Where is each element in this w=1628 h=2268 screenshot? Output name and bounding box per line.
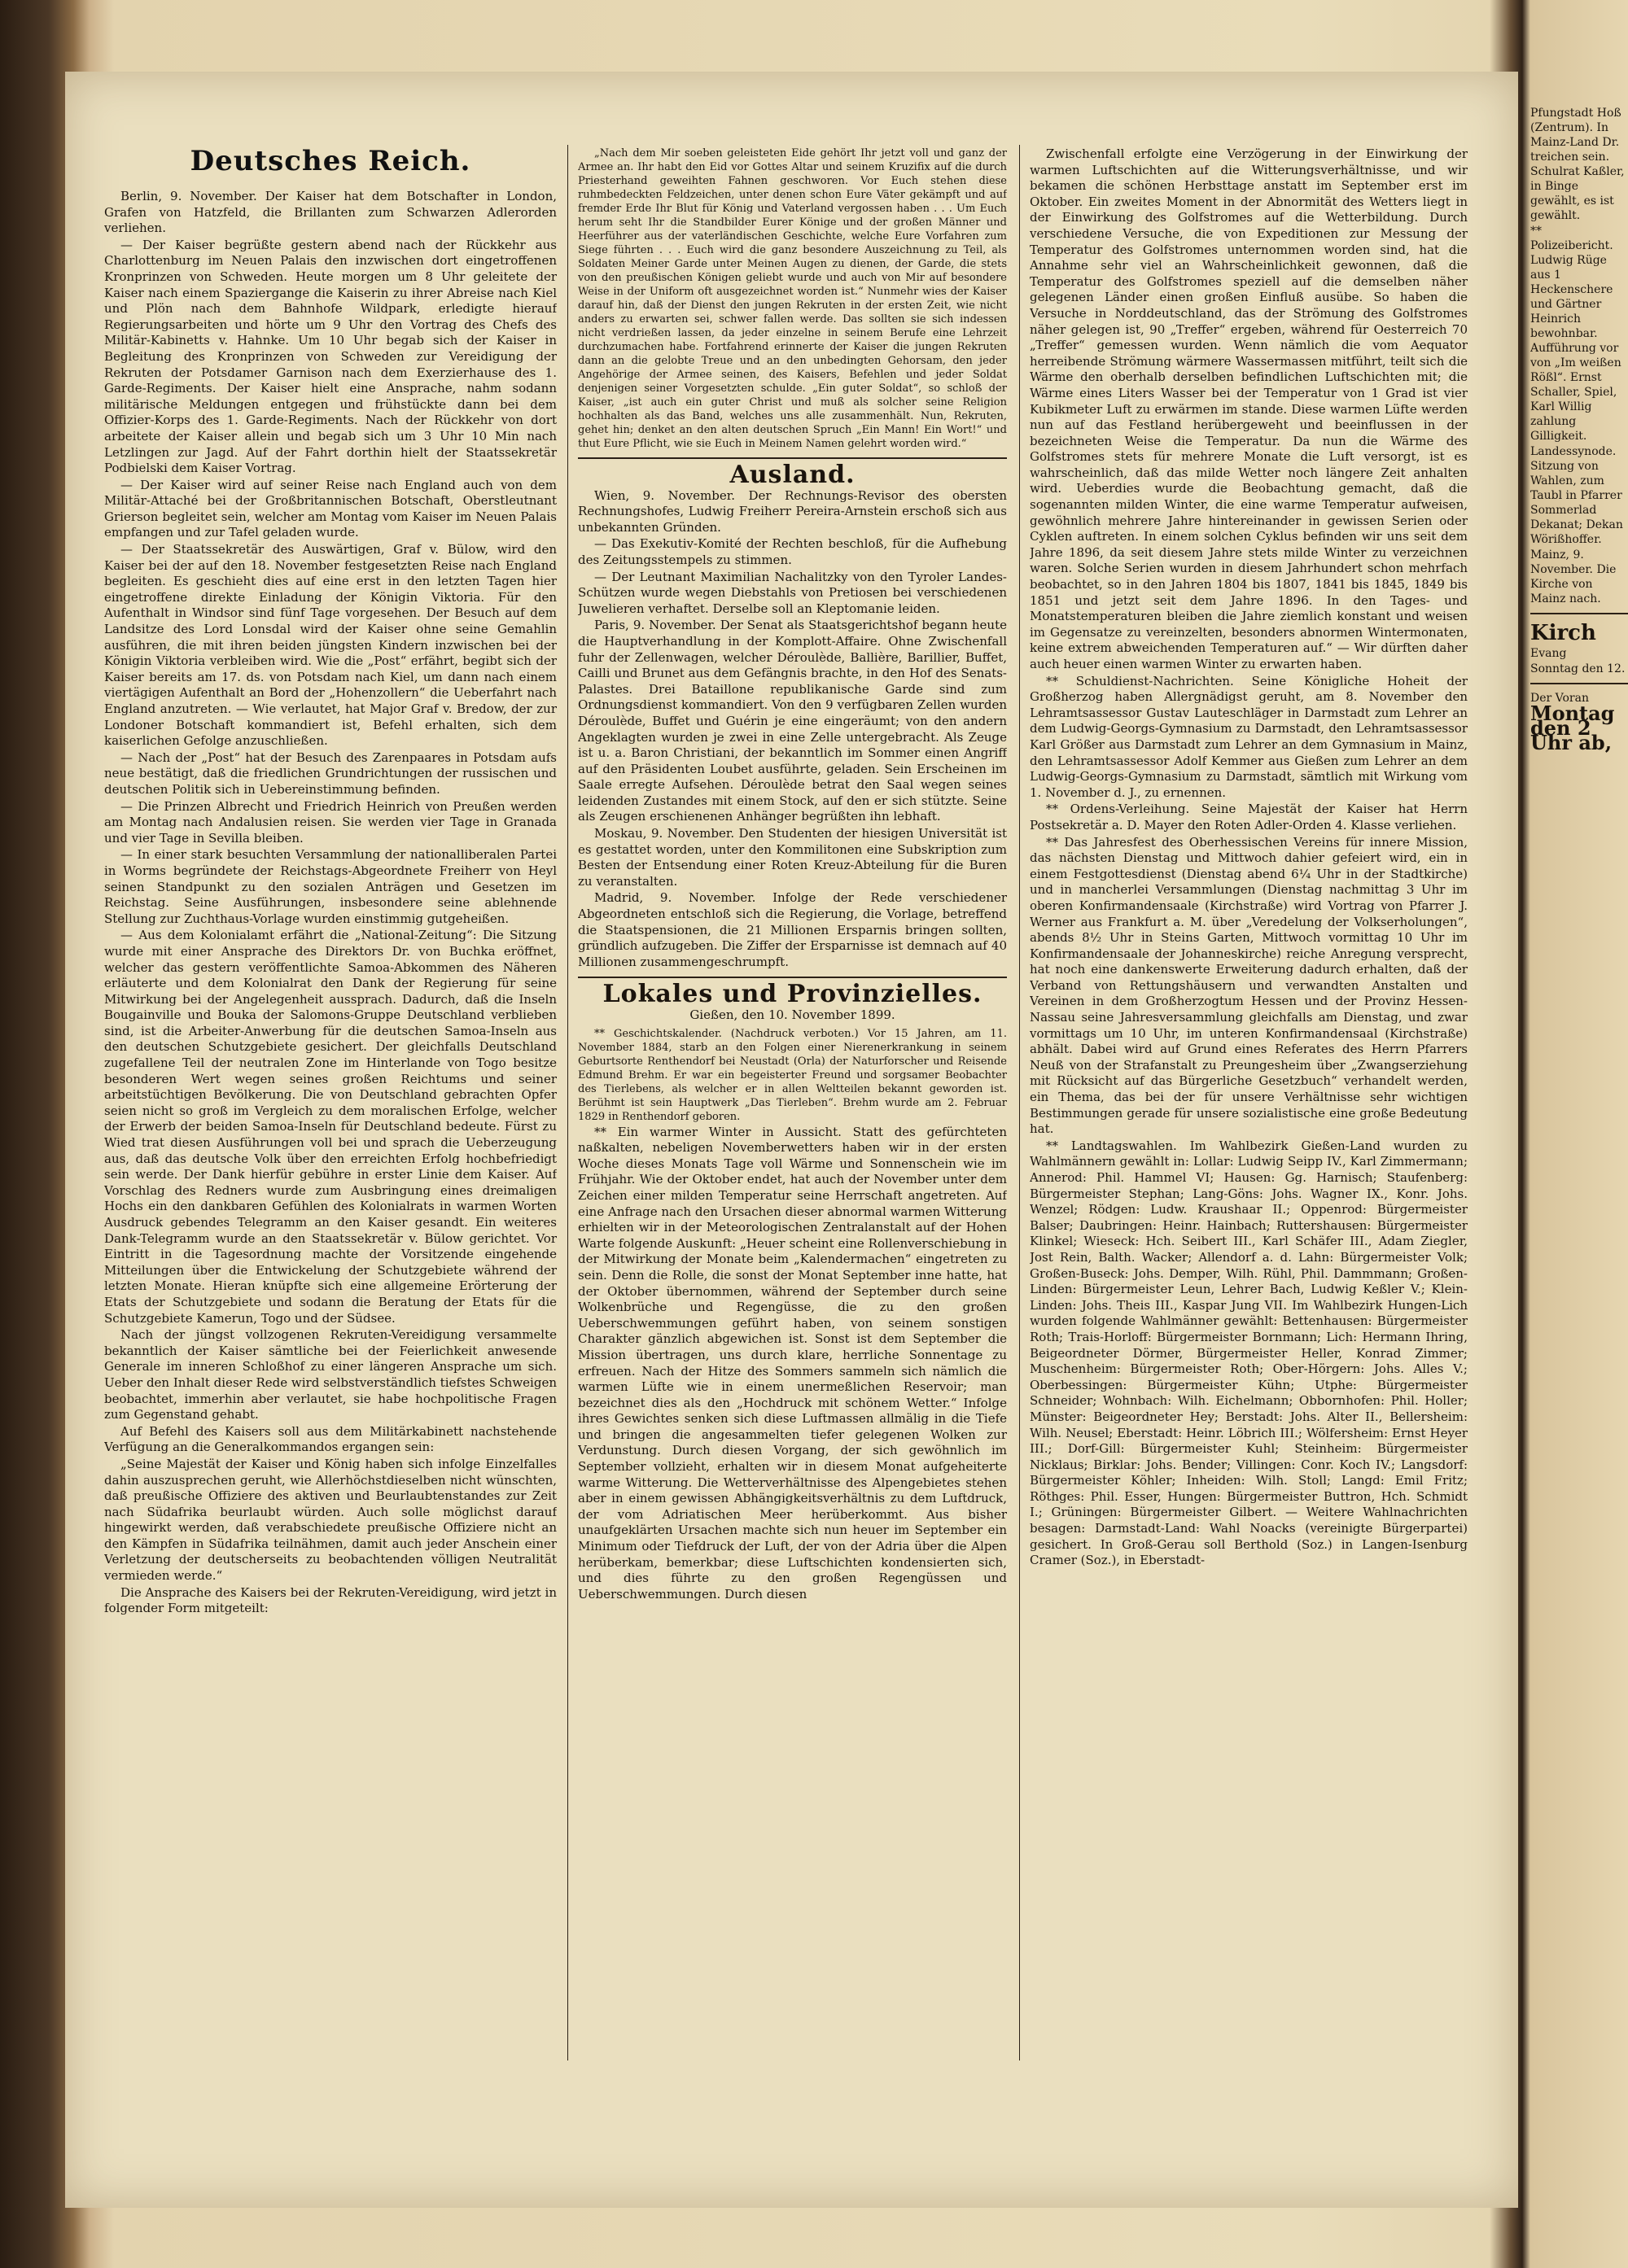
- article-paragraph: — Das Exekutiv-Komité der Rechten beschloß, für die Aufhebung des Zeitungsstempels zu stimmen.: [578, 536, 1007, 567]
- fragment-text: Mainz, 9. November. Die Kirche von Mainz nach.: [1530, 548, 1617, 605]
- section-heading-ausland: Ausland.: [729, 461, 856, 489]
- fragment-text: ** Polizeibericht. Ludwig Rüge aus 1 Heckenschere und Gärtner Heinrich bewohnbar. Aufführung vor von „Im weißen Rößl“. Ernst Schaller, Spiel, Karl Willig zahlung Gilligkeit.: [1530, 225, 1621, 443]
- article-paragraph: — Der Leutnant Maximilian Nachalitzky von den Tyroler Landes-Schützen wurde wegen Diebstahls von Pretiosen bei verschiedenen Juwelieren verhaftet. Derselbe soll an Kleptomanie leiden.: [578, 569, 1007, 616]
- facing-page-fragment: [1530, 106, 1628, 2219]
- article-paragraph: Moskau, 9. November. Den Studenten der hiesigen Universität ist es gestattet worden, unter den Kommilitonen eine Subskription zum Besten der Entsendung einer Roten Kreuz-Abteilung für die Buren zu veranstalten.: [578, 826, 1007, 889]
- fragment-heading: Kirch: [1530, 621, 1596, 645]
- article-paragraph: Madrid, 9. November. Infolge der Rede verschiedener Abgeordneten entschloß sich die Regierung, die Vorlage, betreffend die Staatspensionen, die 21 Millionen Ersparnis bringen sollten, gründlich aufzugeben. Die Ziffer der Ersparnisse ist demnach auf 40 Millionen zusammengeschrumpft.: [578, 890, 1007, 969]
- fragment-text: Landessynode. Sitzung von Wahlen, zum Taubl in Pfarrer Sommerlad Dekanat; Dekan Wörißhoffer.: [1530, 445, 1623, 546]
- article-paragraph: ** Landtagswahlen. Im Wahlbezirk Gießen-Land wurden zu Wahlmännern gewählt in: Lollar: Ludwig Seipp IV., Karl Zimmermann; Annerod: Phil. Hammel VI; Hausen: Gg. Harnisch; Staufenberg: Bürgermeister Stephan; Lang-Göns: Johs. Wagner IX., Konr. Johs. Wenzel; Rödgen: Ludw. Kraushaar II.; Oppenrod: Bürgermeister Balser; Daubringen: Heinr. Hainbach; Ruttershausen: Bürgermeister Klinkel; Wieseck: Hch. Seibert III., Karl Schäfer III., Adam Ziegler, Jost Rein, Balth. Wacker; Allendorf a. d. Lahn: Bürgermeister Volk; Großen-Buseck: Johs. Demper, Wilh. Rühl, Phil. Dammmann; Großen-Linden: Bürgermeister Leun, Lehrer Bach, Ludwig Keßler V.; Klein-Linden: Johs. Theis III., Kaspar Jung VII. Im Wahlbezirk Hungen-Lich wurden folgende Wahlmänner gewählt: Bettenhausen: Bürgermeister Roth; Trais-Horloff: Bürgermeister Bornmann; Lich: Hermann Ihring, Beigeordneter Dörmer, Bürgermeister Heller, Konrad Zimmer; Muschenheim: Bürgermeister Roth; Ober-Hörgern: Johs. Alles V.; Oberbessingen: Bürgermeister Kühn; Utphe: Bürgermeister Schneider; Wohnbach: Wilh. Eichelmann; Obbornhofen: Phil. Holler; Münster: Beigeordneter Hey; Berstadt: Johs. Alter II., Bellersheim: Wilh. Neusel; Eberstadt: Heinr. Löbrich III.; Wölfersheim: Ernst Heyer III.; Dorf-Gill: Bürgermeister Kuhl; Steinheim: Bürgermeister Nicklaus; Birklar: Johs. Bender; Villingen: Conr. Koch IV.; Langsdorf: Bürgermeister Köhler; Inheiden: Wilh. Stoll; Langd: Emil Fritz; Röthges: Phil. Esser, Hungen: Bürgermeister Buttron, Hch. Schmidt I.; Grüningen: Bürgermeister Gilbert. — Weitere Wahlnachrichten besagen: Darmstadt-Land: Wahl Noacks (vereinigte Bürgerpartei) gesichert. In Groß-Gerau soll Berthold (Soz.) in Langen-Isenburg Cramer (Soz.), in Eberstadt-: [1030, 1138, 1468, 1568]
- article-paragraph: — Nach der „Post“ hat der Besuch des Zarenpaares in Potsdam aufs neue bestätigt, daß die friedlichen Grundrichtungen der russischen und deutschen Politik sich in Uebereinstimmung befinden.: [104, 749, 557, 797]
- article-paragraph: — Der Kaiser wird auf seiner Reise nach England auch von dem Militär-Attaché bei der Großbritannischen Botschaft, Oberstleutnant Grierson begleitet sein, welcher am Montag vom Kaiser im Neuen Palais empfangen und zur Tafel geladen wurde.: [104, 477, 557, 540]
- article-paragraph: ** Schuldienst-Nachrichten. Seine Königliche Hoheit der Großherzog haben Allergnädigst geruht, am 8. November den Lehramtsassessor Gustav Lauteschläger in Darmstadt zum Lehrer an dem Ludwig-Georgs-Gymnasium zu Darmstadt, den Lehramtsassessor Karl Größer aus Darmstadt zum Lehrer an dem Gymnasium in Mainz, den Lehramtsassessor Adolf Kemmer aus Gießen zum Lehrer an dem Ludwig-Georgs-Gymnasium zu Darmstadt, sämtlich mit Wirkung vom 1. November d. J., zu ernennen.: [1030, 673, 1468, 800]
- column-3: [1030, 146, 1468, 2219]
- article-paragraph: Paris, 9. November. Der Senat als Staatsgerichtshof begann heute die Hauptverhandlung in der Komplott-Affaire. Ohne Zwischenfall fuhr der Zellenwagen, welcher Déroulède, Ballière, Barillier, Buffet, Cailli und Brunet aus dem Gefängnis brachte, in den Hof des Senats-Palastes. Drei Bataillone republikanische Garde sind zum Ordnungsdienst kommandiert. Von den 9 verfügbaren Zellen wurden Déroulède, Buffet und Guérin je eine eingeräumt; von den andern Angeklagten wurden je zwei in eine Zelle untergebracht. Als Zeuge ist u. a. Baron Christiani, der bekanntlich im Sommer einen Angriff auf den Präsidenten Loubet ausführte, geladen. Sein Erscheinen im Saale erregte Aufsehen. Déroulède betrat den Saal wegen seines leidenden Zustandes mit einem Stock, auf den er sich stützte. Seine als Zeugen erschienenen Anhänger begrüßten ihn lebhaft.: [578, 618, 1007, 824]
- article-paragraph: ** Ordens-Verleihung. Seine Majestät der Kaiser hat Herrn Postsekretär a. D. Mayer den Roten Adler-Orden 4. Klasse verliehen.: [1030, 802, 1468, 832]
- section-heading-lokales: Lokales und Provinzielles.: [602, 980, 982, 1009]
- quote-paragraph: „Nach dem Mir soeben geleisteten Eide gehört Ihr jetzt voll und ganz der Armee an. Ihr habt den Eid vor Gottes Altar und seinem Kruzifix auf die durch Priesterhand geweihten Fahnen geschworen. Vor Euch stehen diese ruhmbedeckten Feldzeichen, unter denen schon Eure Väter gekämpft und auf fremder Erde Ihr Blut für König und Vaterland vergossen haben . . . Um Euch herum seht Ihr die Standbilder Eurer Könige und der großen Männer und Heerführer aus der vaterländischen Geschichte, welche Eure Vorfahren zum Siege führten . . . Euch wird die ganz besondere Auszeichnung zu Teil, als Soldaten Meiner Garde unter Meinen Augen zu dienen, der Garde, die stets von den preußischen Königen geliebt wurde und auch von Mir auf besondere Weise in der Uniform oft ausgezeichnet worden ist.“ Nunmehr wies der Kaiser darauf hin, daß der Dienst den jungen Rekruten in der ersten Zeit, wie nicht anders zu erwarten sei, schwer fallen werde. Das sollten sie sich indessen nicht verdrießen lassen, da jeder einzelne in seinem Berufe eine Lehrzeit durchzumachen habe. Fortfahrend erinnerte der Kaiser die jungen Rekruten dann an die gelobte Treue und an den unbedingten Gehorsam, den jeder Angehörige der Armee seinen, des Kaisers, Befehlen und jeder Soldat denjenigen seiner Vorgesetzten schulde. „Ein guter Soldat“, so schloß der Kaiser, „ist auch ein guter Christ und muß als solcher seine Religion hochhalten als das Band, welches uns alle zusammenhält. Nun, Rekruten, gehet hin; denket an den alten deutschen Spruch „Ein Mann! Ein Wort!“ und thut Eure Pflicht, wie sie Euch in Meinem Namen gelehrt worden wird.“: [578, 147, 1007, 450]
- article-paragraph: — Aus dem Kolonialamt erfährt die „National-Zeitung“: Die Sitzung wurde mit einer Ansprache des Direktors Dr. von Buchka eröffnet, welcher das gestern veröffentlichte Samoa-Abkommen des Näheren erläuterte und dem Kolonialrat den Dank der Regierung für seine Mitwirkung bei der Angelegenheit aussprach. Dadurch, daß die Inseln Bougainville und Bouka der Salomons-Gruppe Deutschland verblieben sind, ist die Arbeiter-Anwerbung für die deutschen Samoa-Inseln aus den deutschen Schutzgebiete gesichert. Der gleichfalls Deutschland zugefallene Teil der neutralen Zone im Hinterlande von Togo besitze besonderen Wert wegen seines großen Reichtums und seiner arbeitstüchtigen Bevölkerung. Die von Deutschland gebrachten Opfer seien nicht so groß im Vergleich zu dem moralischen Erfolge, welcher der Erwerb der beiden Samoa-Inseln für Deutschland bedeute. Fürst zu Wied trat diesen Ausführungen voll bei und sprach die Ueberzeugung aus, daß das deutsche Volk über den erreichten Erfolg hochbefriedigt sein werde. Der Dank hierfür gebühre in erster Linie dem Kaiser. Auf Vorschlag des Redners wurde zum Ausbringung eines dreimaligen Hochs ein den dankbaren Gefühlen des Kolonialrats in warmen Worten Ausdruck gebendes Telegramm an den Kaiser gesandt. Ein weiteres Dank-Telegramm wurde an den Staatssekretär v. Bülow gerichtet. Vor Eintritt in die Tagesordnung machte der Vorsitzende eingehende Mitteilungen über die Entwickelung der Schutzgebiete während der letzten Monate. Hieran knüpfte sich eine allgemeine Erörterung der Etats der Schutzgebiete und sodann die Beratung der Etats für die Schutzgebiete Kamerun, Togo und der Südsee.: [104, 928, 557, 1326]
- article-paragraph: Wien, 9. November. Der Rechnungs-Revisor des obersten Rechnungshofes, Ludwig Freiherr Pereira-Arnstein erschoß sich aus unbekannten Gründen.: [578, 487, 1007, 535]
- article-paragraph: Berlin, 9. November. Der Kaiser hat dem Botschafter in London, Grafen von Hatzfeld, die Brillanten zum Schwarzen Adlerorden verliehen.: [104, 189, 557, 236]
- article-paragraph: — Die Prinzen Albrecht und Friedrich Heinrich von Preußen werden am Montag nach Andalusien reisen. Sie werden vier Tage in Granada und vier Tage in Sevilla bleiben.: [104, 798, 557, 846]
- article-paragraph: ** Das Jahresfest des Oberhessischen Vereins für innere Mission, das nächsten Dienstag und Mittwoch dahier gefeiert wird, ein in einem Festgottesdienst (Dienstag abend 6¼ Uhr in der Stadtkirche) und in mancherlei Versammlungen (Dienstag nachmittag 3 Uhr im oberen Konfirmandensaale (Kirchstraße) wird Vortrag von Pfarrer J. Werner aus Frankfurt a. M. über „Veredelung der Volkserholungen“, abends 8½ Uhr in Steins Garten, Mittwoch vormittag 10 Uhr im Konfirmandensaale der Johanneskirche) reiche Anregung versprecht, hat noch eine dankenswerte Erweiterung dadurch erhalten, daß der Verband von Rettungshäusern und verwandten Anstalten und Vereinen in dem Großherzogtum Hessen und der Provinz Hessen-Nassau seine Jahresversammlung gleichfalls am Dienstag, und zwar vormittags um 10 Uhr, im unteren Konfirmandensaal (Kirchstraße) abhält. Dabei wird auf Grund eines Referates des Herrn Pfarrers Neuß von der Strafanstalt zu Preungesheim über „Zwangserziehung mit Rücksicht auf das Bürgerliche Gesetzbuch“ verhandelt werden, ein Thema, das bei der für unsere Verhältnisse sehr wichtigen Bestimmungen gerade für unsere sozialistische eine große Bedeutung hat.: [1030, 834, 1468, 1137]
- section-divider: [578, 457, 1007, 459]
- article-paragraph: „Seine Majestät der Kaiser und König haben sich infolge Einzelfalles dahin auszusprechen geruht, wie Allerhöchstdieselben nicht wünschten, daß preußische Offiziere des aktiven und Beurlaubtenstandes zur Zeit nach Südafrika beurlaubt würden. Auch solle möglichst darauf hingewirkt werden, daß verabschiedete preußische Offiziere nicht an den Kämpfen in Südafrika teilnähmen, damit auch jeder Anschein einer Verletzung der deutscherseits zu beobachtenden völligen Neutralität vermieden werde.“: [104, 1456, 557, 1584]
- section-divider: [578, 977, 1007, 978]
- column-1: [104, 189, 557, 2219]
- section-divider: [1530, 613, 1628, 614]
- article-paragraph: — Der Kaiser begrüßte gestern abend nach der Rückkehr aus Charlottenburg im Neuen Palais den inzwischen dort eingetroffenen Kronprinzen von Schweden. Heute morgen um 8 Uhr geleitete der Kaiser nach einem Spaziergange die Kaiserin zu ihrer Abreise nach Kiel und Plön nach dem Bahnhofe Wildpark, erledigte hierauf Regierungsarbeiten und hörte um 9 Uhr den Vortrag des Chefs des Militär-Kabinetts v. Hahnke. Um 10 Uhr begab sich der Kaiser in Begleitung des Kronprinzen von Schweden zur Vereidigung der Rekruten der Potsdamer Garnison nach dem Exerzierhause des 1. Garde-Regiments. Der Kaiser hielt eine Ansprache, nahm sodann militärische Meldungen entgegen und frühstückte dann bei dem Offizier-Korps des 1. Garde-Regiments. Nach der Rückkehr von dort arbeitete der Kaiser allein und begab sich um 3 Uhr 10 Min nach Letzlingen zur Jagd. Auf der Fahrt dorthin hielt der Staatssekretär Podbielski dem Kaiser Vortrag.: [104, 237, 557, 476]
- section-heading-deutsches-reich: Deutsches Reich.: [190, 145, 471, 177]
- fragment-text: Evang: [1530, 647, 1567, 660]
- column-rule: [567, 145, 568, 2060]
- fragment-text: Pfungstadt Hoß (Zentrum). In Mainz-Land Dr. treichen sein. Schulrat Kaßler, in Binge gewählt, es ist gewählt.: [1530, 107, 1625, 222]
- article-paragraph: ** Geschichtskalender. (Nachdruck verboten.) Vor 15 Jahren, am 11. November 1884, starb an den Folgen einer Nierenerkrankung in seinem Geburtsorte Renthendorf bei Neustadt (Orla) der Naturforscher und Reisende Edmund Brehm. Er war ein begeisterter Freund und sorgsamer Beobachter des Tierlebens, als welcher er in allen Weltteilen bekannt geworden ist. Berühmt ist sein Hauptwerk „Das Tierleben“. Brehm wurde am 2. Februar 1829 in Renthendorf geboren.: [578, 1027, 1007, 1123]
- section-divider: [1530, 683, 1628, 684]
- fragment-heading: Montag den 2 Uhr ab,: [1530, 701, 1615, 754]
- article-paragraph: Auf Befehl des Kaisers soll aus dem Militärkabinett nachstehende Verfügung an die Generalkommandos ergangen sein:: [104, 1423, 557, 1455]
- article-paragraph: Die Ansprache des Kaisers bei der Rekruten-Vereidigung, wird jetzt in folgender Form mitgeteilt:: [104, 1584, 557, 1616]
- article-paragraph: Zwischenfall erfolgte eine Verzögerung in der Einwirkung der warmen Luftschichten auf die Witterungsverhältnisse, und wir bekamen die schönen Herbsttage anstatt im September erst im Oktober. Ein zweites Moment in der Abnormität des Wetters liegt in der Einwirkung des Golfstromes auf die Wetterbildung. Durch verschiedene Versuche, die von Expeditionen zur Messung der Temperatur des Golfstromes unternommen worden sind, hat die Annahme sehr viel an Wahrscheinlichkeit gewonnen, daß die Temperatur des Golfstromes speziell auf die demselben näher gelegenen Länder einen großen Einfluß ausübe. So haben die Versuche in Norddeutschland, das der Strömung des Golfstromes näher gelegen ist, 90 „Treffer“ ergeben, während für Oesterreich 70 „Treffer“ gemessen wurden. Wenn nämlich die vom Aequator herreibende Strömung wärmere Wassermassen mitführt, teilt sich die Wärme den oberhalb derselben befindlichen Luftschichten mit; die Wärme eines Liters Wasser bei der Temperatur von 1 Grad ist vier Kubikmeter Luft zu erwärmen im stande. Diese warmen Lüfte werden nun auf das Festland herübergeweht und beeinflussen in der bezeichneten Weise die Temperatur. Da nun die Wärme des Golfstromes stets für mehrere Monate die Luft versorgt, ist es wahrscheinlich, daß das milde Wetter noch längere Zeit anhalten wird. Ueberdies wurde die Beobachtung gemacht, daß die sogenannten milden Winter, die eine warme Temperatur aufweisen, gewöhnlich mehrere Jahre hintereinander in gewissen Serien oder Cyklen auftreten. In einem solchen Cyklus befinden wir uns seit dem Jahre 1896, da seit diesem Jahre stets milde Winter zu verzeichnen waren. Solche Serien wurden in diesem Jahrhundert schon mehrfach beobachtet, so in den Jahren 1804 bis 1807, 1841 bis 1845, 1849 bis 1851 und jetzt seit dem Jahre 1896. In den Tages- und Monatstemperaturen bleiben die Jahre ziemlich konstant und weisen im Gegensatze zu vereinzelten, besonders abnormen Wintermonaten, keine extrem abweichenden Temperaturen auf.“ — Wir dürften daher auch heuer einen warmen Winter zu erwarten haben.: [1030, 146, 1468, 671]
- column-rule: [1019, 145, 1020, 2060]
- dateline: Gießen, den 10. November 1899.: [689, 1007, 895, 1022]
- article-paragraph: — Der Staatssekretär des Auswärtigen, Graf v. Bülow, wird den Kaiser bei der auf den 18. November festgesetzten Reise nach England begleiten. Es geschieht dies auf eine erst in den letzten Tagen hier eingetroffene direkte Einladung der Königin Viktoria. Für den Aufenthalt in Windsor sind fünf Tage vorgesehen. Der Besuch auf dem Landsitze des Lord Lonsdal wird der Kaiser ohne seine Gemahlin ausführen, die mit ihren beiden jüngsten Kindern inzwischen bei der Königin Viktoria verbleiben wird. Wie die „Post“ erfährt, begibt sich der Kaiser bereits am 17. ds. von Potsdam nach Kiel, um dann nach einem viertägigen Aufenthalt an Bord der „Hohenzollern“ die Ueberfahrt nach England anzutreten. — Wie verlautet, hat Major Graf v. Bredow, der zur Londoner Botschaft kommandiert ist, Befehl erhalten, sich dem kaiserlichen Gefolge anzuschließen.: [104, 542, 557, 749]
- fragment-text: Sonntag den 12.: [1530, 662, 1626, 675]
- fragment-text: Der Voran: [1530, 692, 1589, 705]
- article-paragraph: ** Ein warmer Winter in Aussicht. Statt des gefürchteten naßkalten, nebeligen Novemberwetters haben wir in der ersten Woche dieses Monats Tage voll Wärme und Sonnenschein wie im Frühjahr. Wie der Oktober endet, hat auch der November unter dem Zeichen einer milden Temperatur seine Herrschaft angetreten. Auf eine Anfrage nach den Ursachen dieser abnormal warmen Witterung erhielten wir in der Meteorologischen Zentralanstalt auf der Hohen Warte folgende Auskunft: „Heuer scheint eine Rollenverschiebung in der Mitwirkung der Monate beim „Kalendermachen“ eingetreten zu sein. Denn die Rolle, die sonst der Monat September inne hatte, hat der Oktober übernommen, während der September durch seine Wolkenbrüche und Regengüsse, die zu den großen Ueberschwemmungen geführt haben, von seinem sonstigen Charakter gänzlich abgewichen ist. Sonst ist dem September die Mission übertragen, uns durch klare, herrliche Sonnentage zu erfreuen. Nach der Hitze des Sommers sammeln sich nämlich die warmen Lüfte wie in einem unermeßlichen Reservoir; man bezeichnet dies als den „Hochdruck mit schönem Wetter.“ Infolge ihres Gewichtes senken sich diese Luftmassen allmälig in die Tiefe und bringen die angesammelten tiefer gelegenen Wolken zur Verdunstung. Durch diesen Vorgang, der sich gewöhnlich im September vollzieht, erhalten wir in diesem Monat aufgeheiterte warme Witterung. Die Wetterverhältnisse des Alpengebietes stehen aber in einem gewissen Abhängigkeitsverhältnis zu dem Luftdruck, der vom Adriatischen Meer herüberkommt. Aus bisher unaufgeklärten Ursachen machte sich nun heuer im September ein Minimum oder Tiefdruck der Luft, der von der Adria über die Alpen herüberkam, bemerkbar; diese Luftschichten kondensierten sich, und dies führte zu den großen Regengüssen und Ueberschwemmungen. Durch diesen: [578, 1124, 1007, 1602]
- article-paragraph: — In einer stark besuchten Versammlung der nationalliberalen Partei in Worms begründete der Reichstags-Abgeordnete Freiherr von Heyl seinen Standpunkt zu den sozialen Anträgen und Gesetzen im Reichstag. Seine Ausführungen, insbesondere seine ablehnende Stellung zur Zuchthaus-Vorlage wurden einstimmig gutgeheißen.: [104, 847, 557, 926]
- column-2: [578, 146, 1007, 2219]
- article-paragraph: Nach der jüngst vollzogenen Rekruten-Vereidigung versammelte bekanntlich der Kaiser sämtliche bei der Feierlichkeit anwesende Generale im inneren Schloßhof zu einer längeren Ansprache um sich. Ueber den Inhalt dieser Rede wird selbstverständlich tiefstes Schweigen beobachtet, immerhin aber verlautet, sie habe hochpolitische Fragen zum Gegenstand gehabt.: [104, 1327, 557, 1422]
